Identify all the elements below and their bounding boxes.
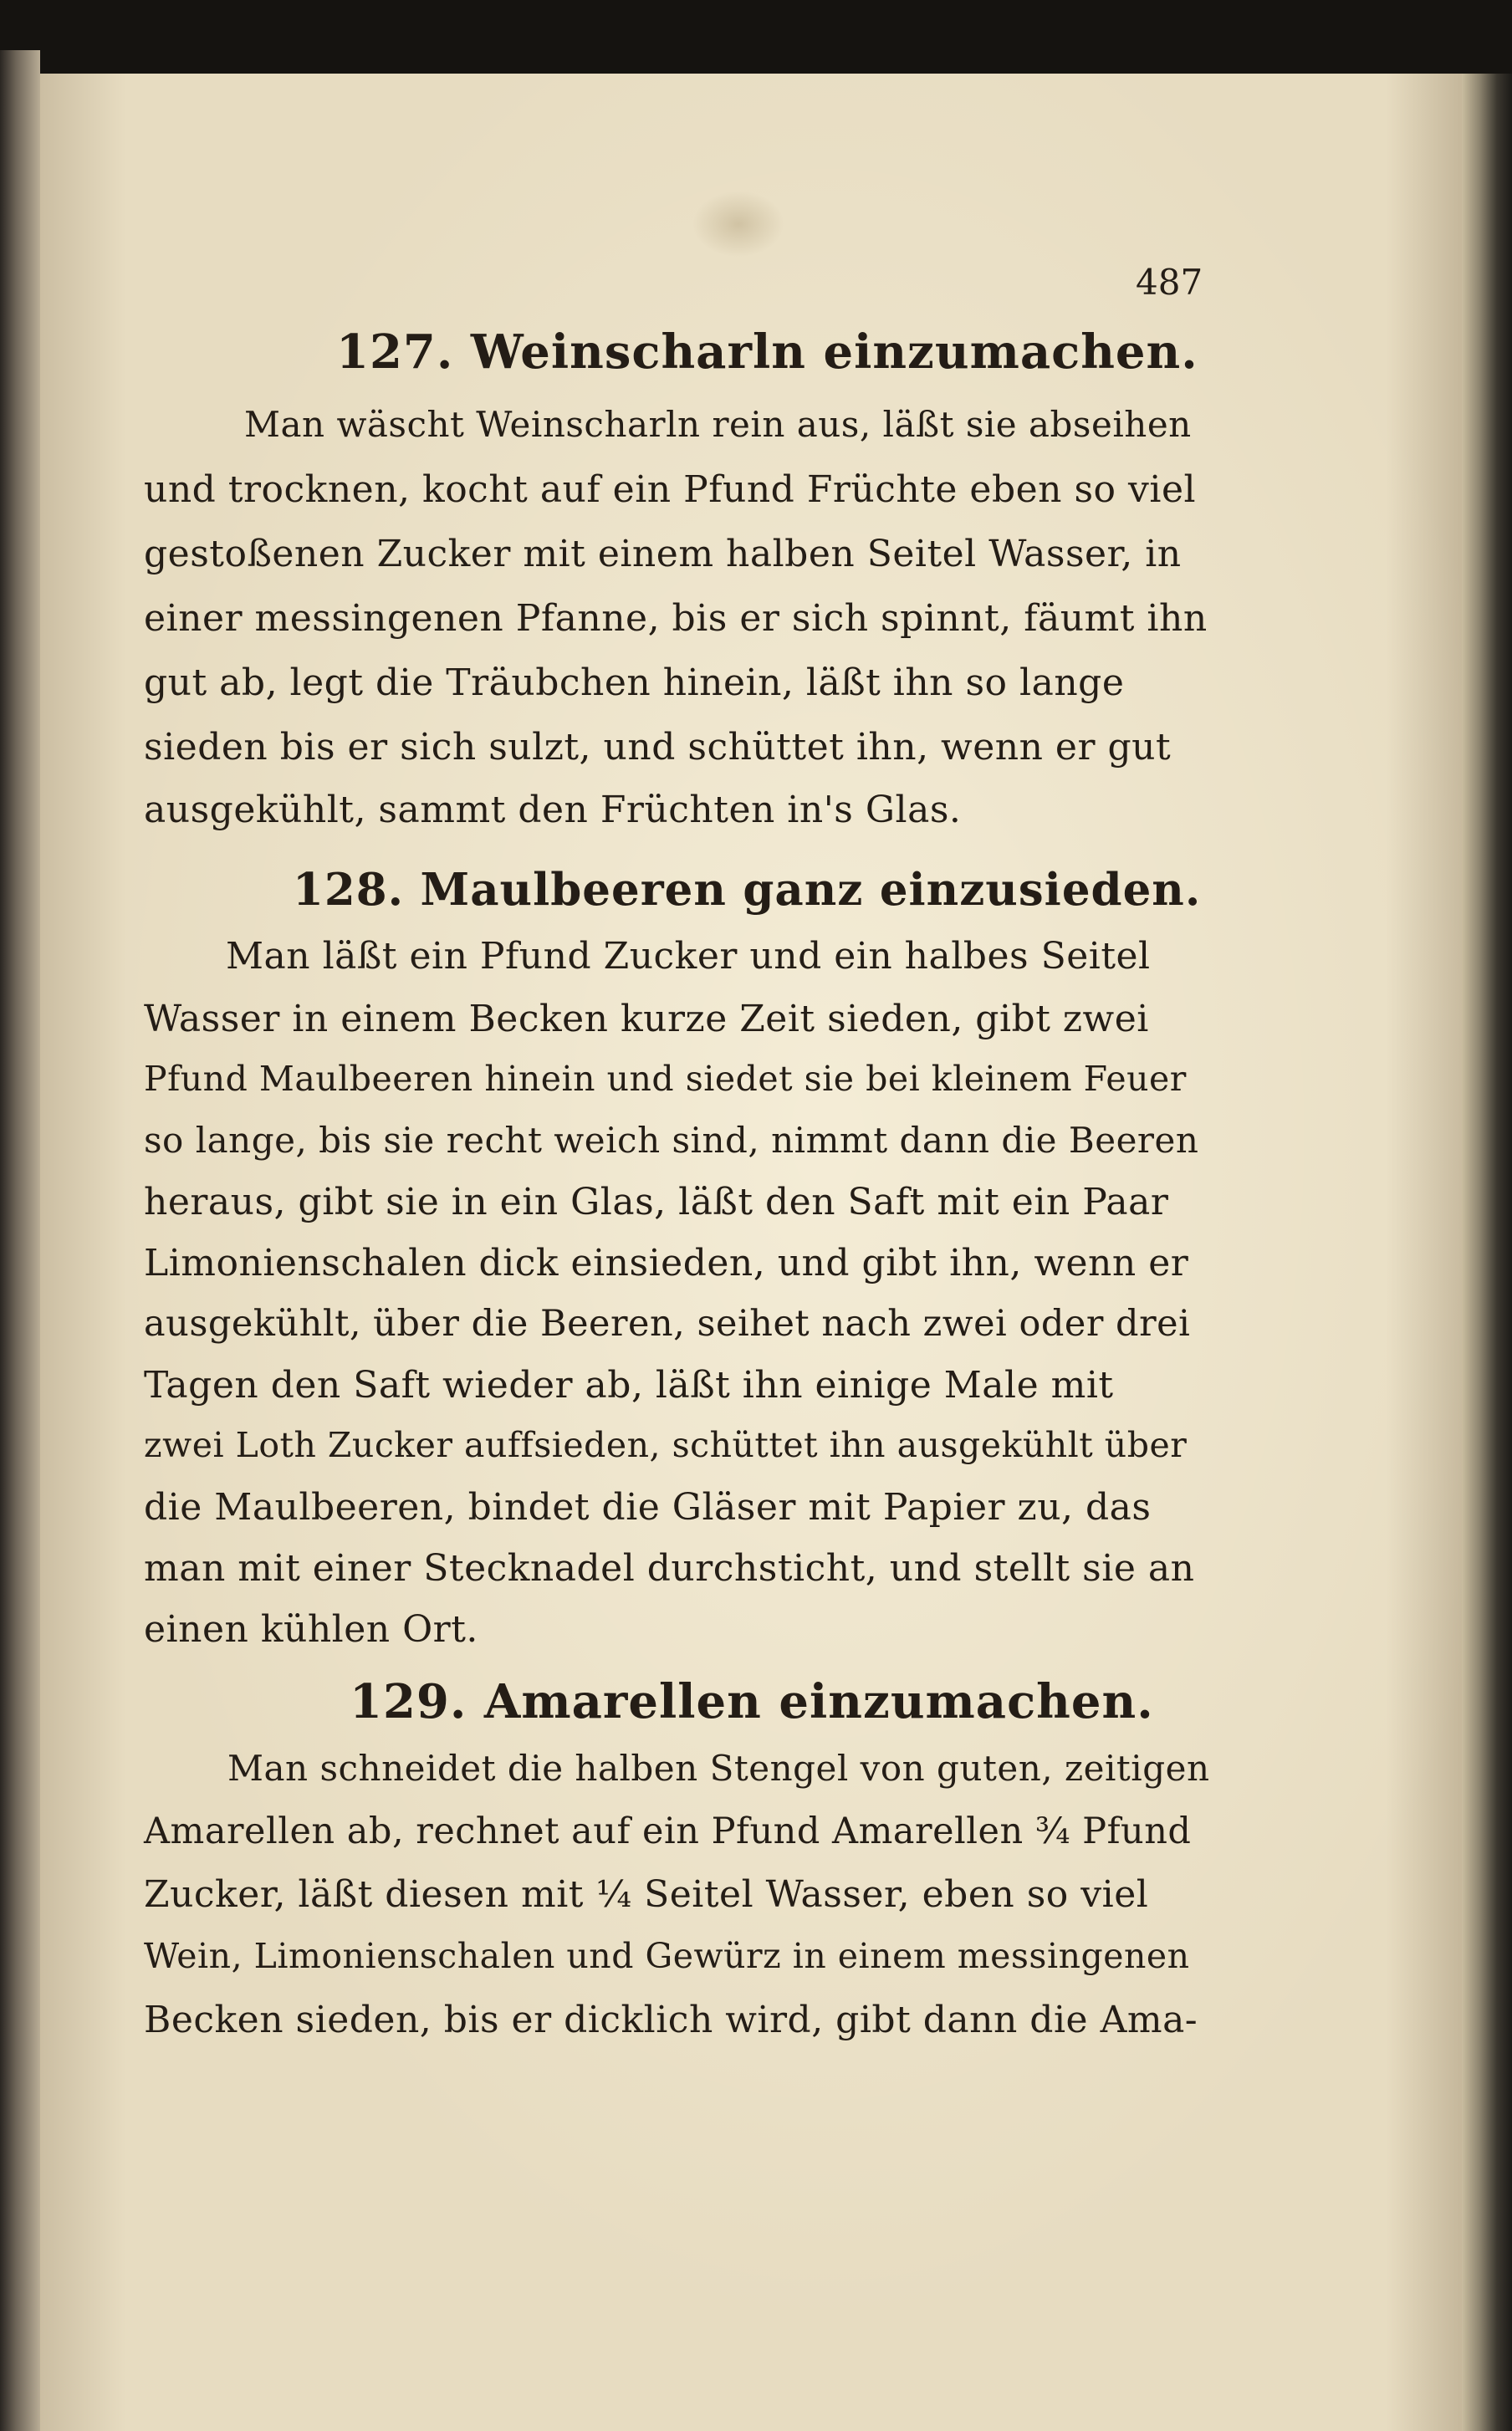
recipe-127-line: sieden bis er sich sulzt, und schüttet ihn, wenn er gut — [144, 726, 1172, 769]
recipe-128-line: Wasser in einem Becken kurze Zeit sieden, gibt zwei — [144, 998, 1149, 1040]
recipe-129-line: Man schneidet die halben Stengel von guten, zeitigen — [227, 1748, 1210, 1789]
recipe-128-line: Man läßt ein Pfund Zucker und ein halbes Seitel — [226, 935, 1151, 978]
recipe-129-line: Amarellen ab, rechnet auf ein Pfund Amarellen ¾ Pfund — [144, 1810, 1192, 1852]
recipe-128-line: heraus, gibt sie in ein Glas, läßt den Saft mit ein Paar — [144, 1181, 1169, 1223]
recipe-127-line: und trocknen, kocht auf ein Pfund Früchte eben so viel — [144, 468, 1197, 511]
scan-background-top — [0, 0, 1512, 79]
recipe-128-line: einen kühlen Ort. — [144, 1608, 478, 1651]
recipe-128-line: ausgekühlt, über die Beeren, seihet nach zwei oder drei — [144, 1303, 1191, 1345]
recipe-129-line: Zucker, läßt diesen mit ¼ Seitel Wasser, eben so viel — [144, 1873, 1149, 1916]
recipe-128-line: Limonienschalen dick einsieden, und gibt ihn, wenn er — [144, 1242, 1189, 1284]
recipe-heading-128: 128. Maulbeeren ganz einzusieden. — [293, 864, 1202, 916]
recipe-heading-129: 129. Amarellen einzumachen. — [350, 1674, 1154, 1729]
recipe-127-line: gestoßenen Zucker mit einem halben Seitel Wasser, in — [144, 533, 1182, 575]
recipe-128-line: die Maulbeeren, bindet die Gläser mit Papier zu, das — [144, 1486, 1152, 1529]
recipe-129-line: Becken sieden, bis er dicklich wird, gibt dann die Ama- — [144, 1999, 1198, 2041]
recipe-127-line: ausgekühlt, sammt den Früchten in's Glas. — [144, 789, 962, 831]
recipe-128-line: Pfund Maulbeeren hinein und siedet sie bei kleinem Feuer — [144, 1059, 1187, 1099]
recipe-128-line: zwei Loth Zucker auffsieden, schüttet ihn ausgekühlt über — [144, 1425, 1188, 1465]
page-number: 487 — [1136, 262, 1203, 303]
recipe-127-line: gut ab, legt die Träubchen hinein, läßt ihn so lange — [144, 661, 1125, 704]
recipe-127-line: einer messingenen Pfanne, bis er sich spinnt, fäumt ihn — [144, 597, 1208, 640]
recipe-129-line: Wein, Limonienschalen und Gewürz in einem messingenen — [144, 1936, 1190, 1976]
recipe-127-line: Man wäscht Weinscharln rein aus, läßt sie abseihen — [244, 404, 1192, 445]
page-stack-edge — [1462, 74, 1512, 2431]
recipe-128-line: man mit einer Stecknadel durchsticht, und stellt sie an — [144, 1547, 1195, 1590]
recipe-heading-127: 127. Weinscharln einzumachen. — [336, 324, 1198, 380]
paper-stain — [692, 191, 784, 258]
recipe-128-line: Tagen den Saft wieder ab, läßt ihn einige Male mit — [144, 1364, 1114, 1407]
book-binding-edge — [0, 50, 40, 2431]
recipe-128-line: so lange, bis sie recht weich sind, nimmt dann die Beeren — [144, 1120, 1199, 1161]
